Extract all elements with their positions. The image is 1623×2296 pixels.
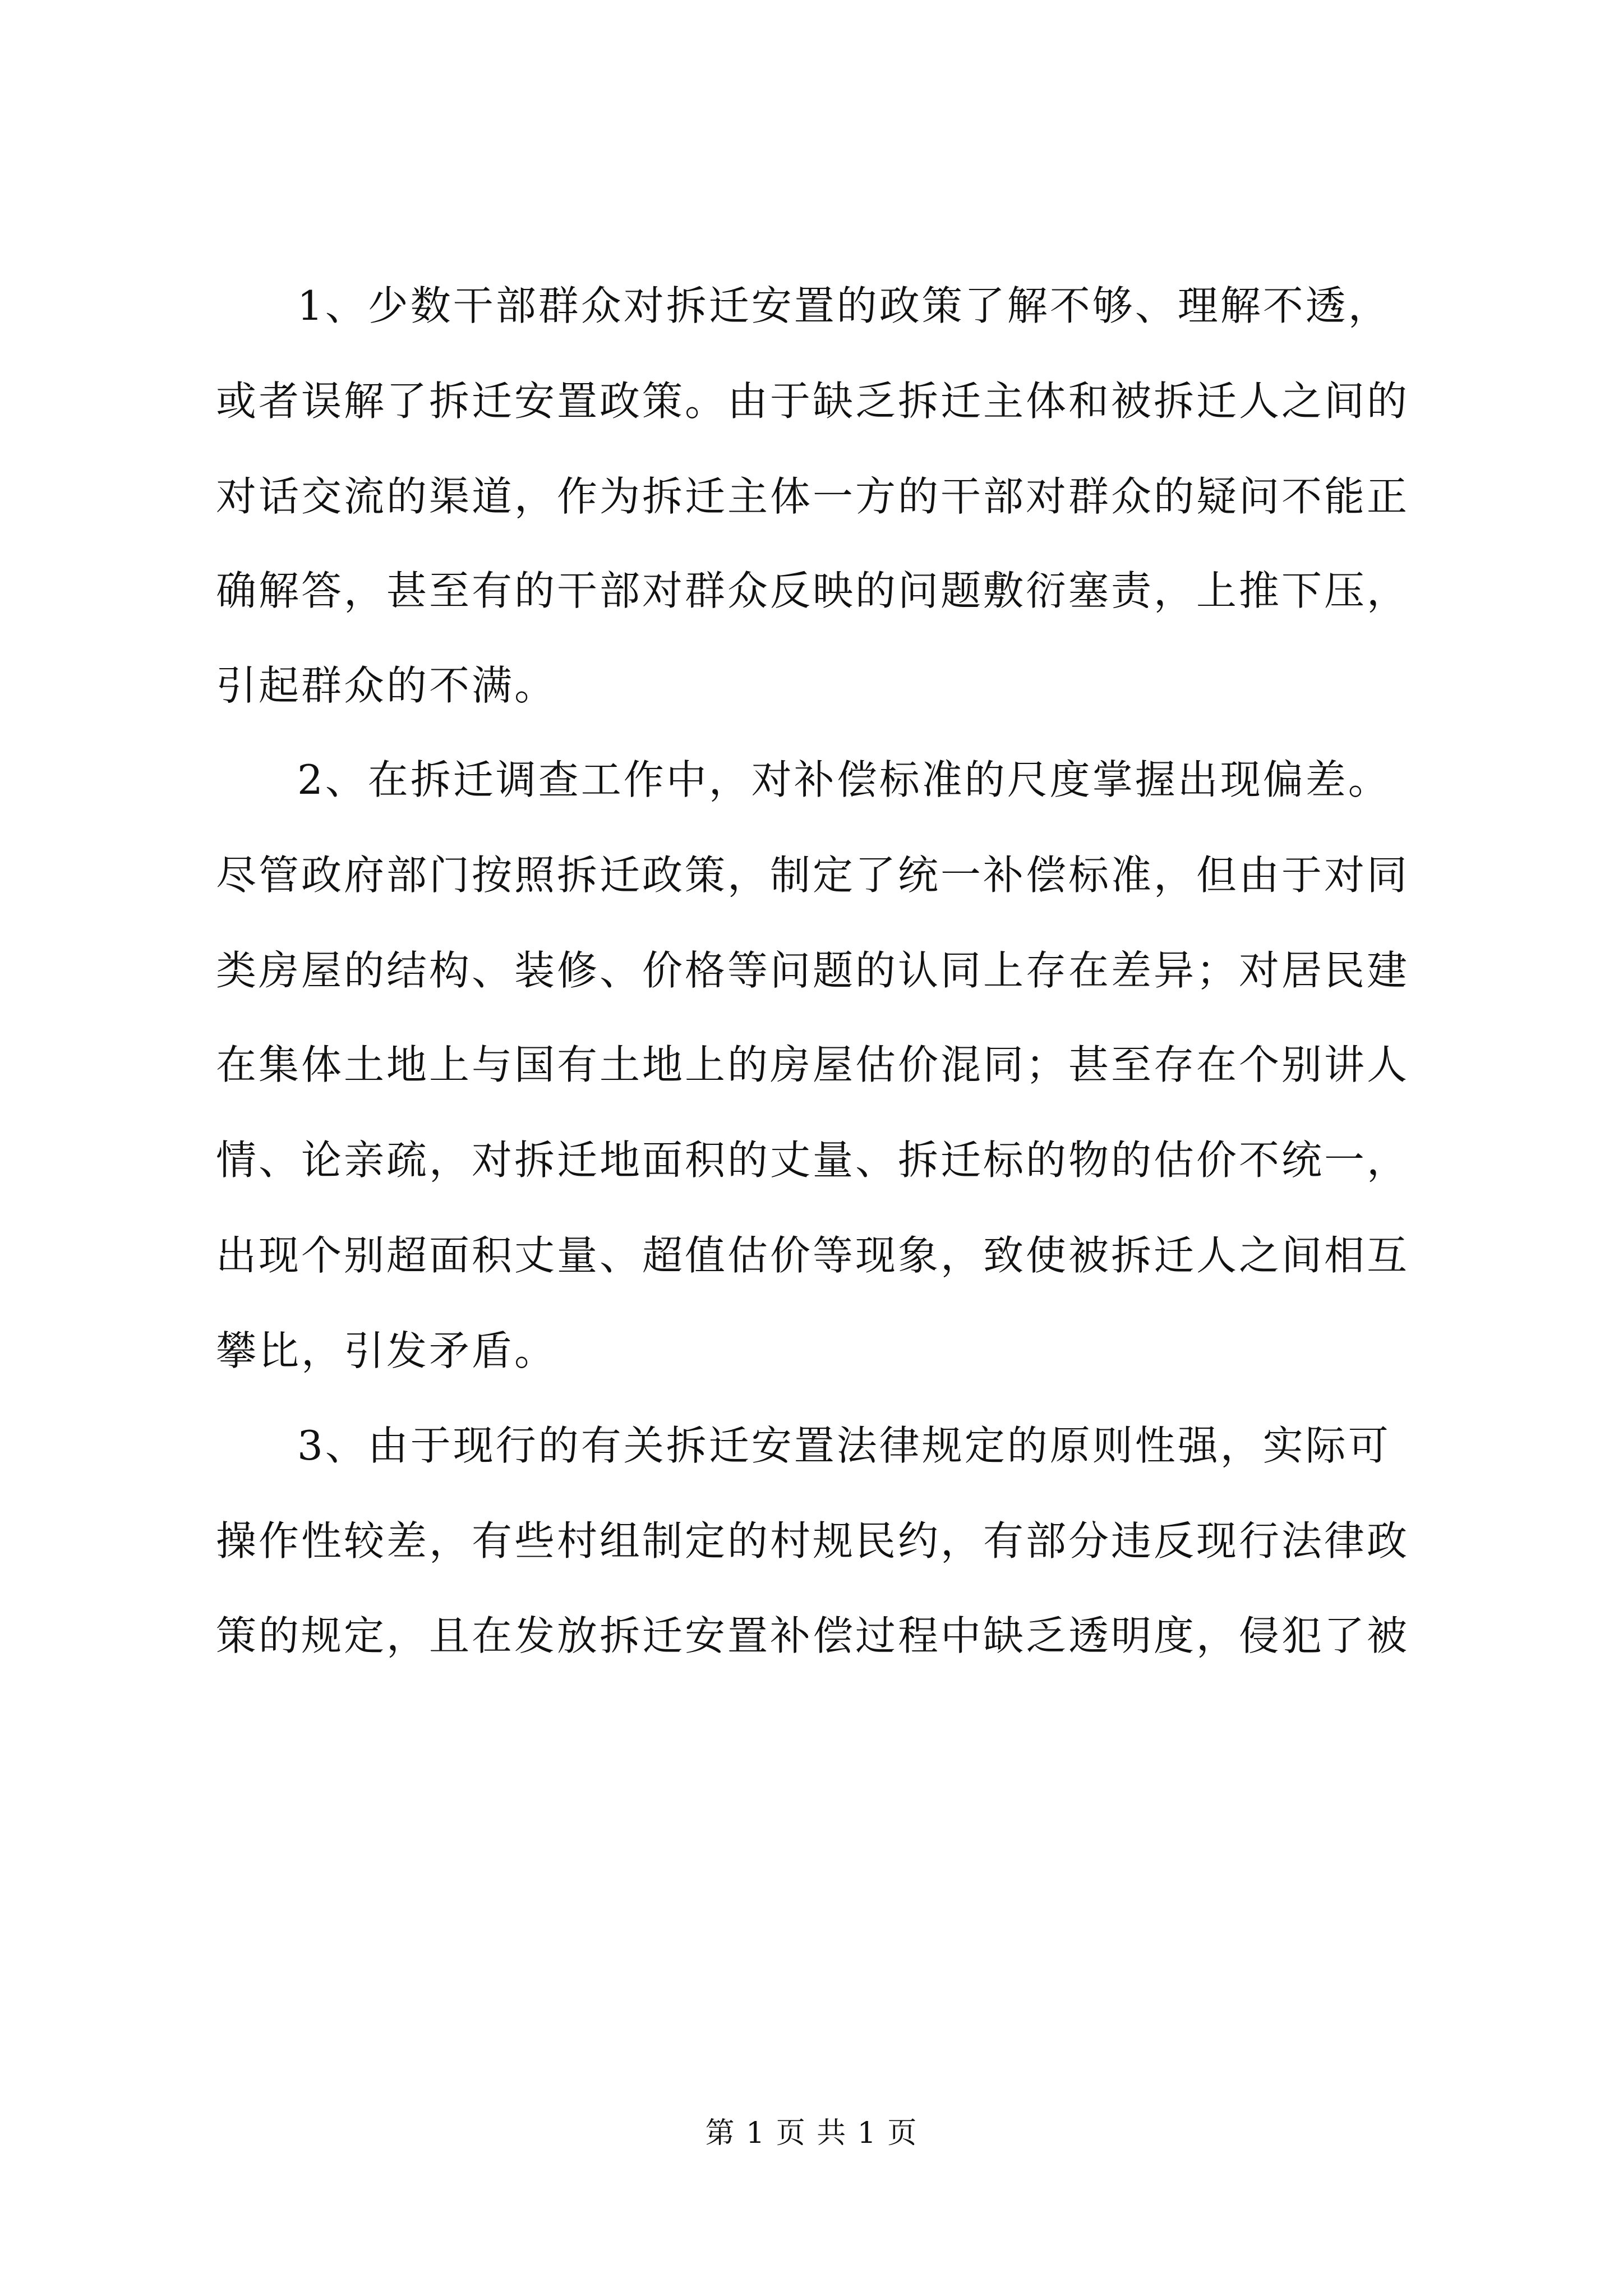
paragraph-1-line-4: 确解答，甚至有的干部对群众反映的问题敷衍塞责，上推下压，: [216, 567, 1410, 614]
paragraph-1-line-2: 或者误解了拆迁安置政策。由于缺乏拆迁主体和被拆迁人之间的: [216, 378, 1410, 425]
paragraph-2-line-4: 在集体土地上与国有土地上的房屋估价混同；甚至存在个别讲人: [216, 1041, 1410, 1088]
paragraph-2-line-6: 出现个别超面积丈量、超值估价等现象，致使被拆迁人之间相互: [216, 1232, 1410, 1279]
paragraph-2-line-3: 类房屋的结构、装修、价格等问题的认同上存在差异；对居民建: [216, 947, 1410, 994]
page-number-footer: 第 1 页 共 1 页: [705, 2116, 918, 2150]
paragraph-2-line-7: 攀比，引发矛盾。: [216, 1327, 557, 1374]
paragraph-1-line-5: 引起群众的不满。: [216, 662, 557, 709]
paragraph-1-line-3: 对话交流的渠道，作为拆迁主体一方的干部对群众的疑问不能正: [216, 473, 1410, 520]
paragraph-2-line-2: 尽管政府部门按照拆迁政策，制定了统一补偿标准，但由于对同: [216, 852, 1410, 899]
paragraph-1-line-1: 1、少数干部群众对拆迁安置的政策了解不够、理解不透，: [297, 282, 1391, 329]
paragraph-2-line-5: 情、论亲疏，对拆迁地面积的丈量、拆迁标的物的估价不统一，: [216, 1137, 1410, 1184]
paragraph-3-line-2: 操作性较差，有些村组制定的村规民约，有部分违反现行法律政: [216, 1517, 1410, 1565]
paragraph-2-line-1: 2、在拆迁调查工作中，对补偿标准的尺度掌握出现偏差。: [297, 756, 1391, 803]
paragraph-3-line-1: 3、由于现行的有关拆迁安置法律规定的原则性强，实际可: [297, 1422, 1391, 1469]
paragraph-3-line-3: 策的规定，且在发放拆迁安置补偿过程中缺乏透明度，侵犯了被: [216, 1612, 1410, 1659]
